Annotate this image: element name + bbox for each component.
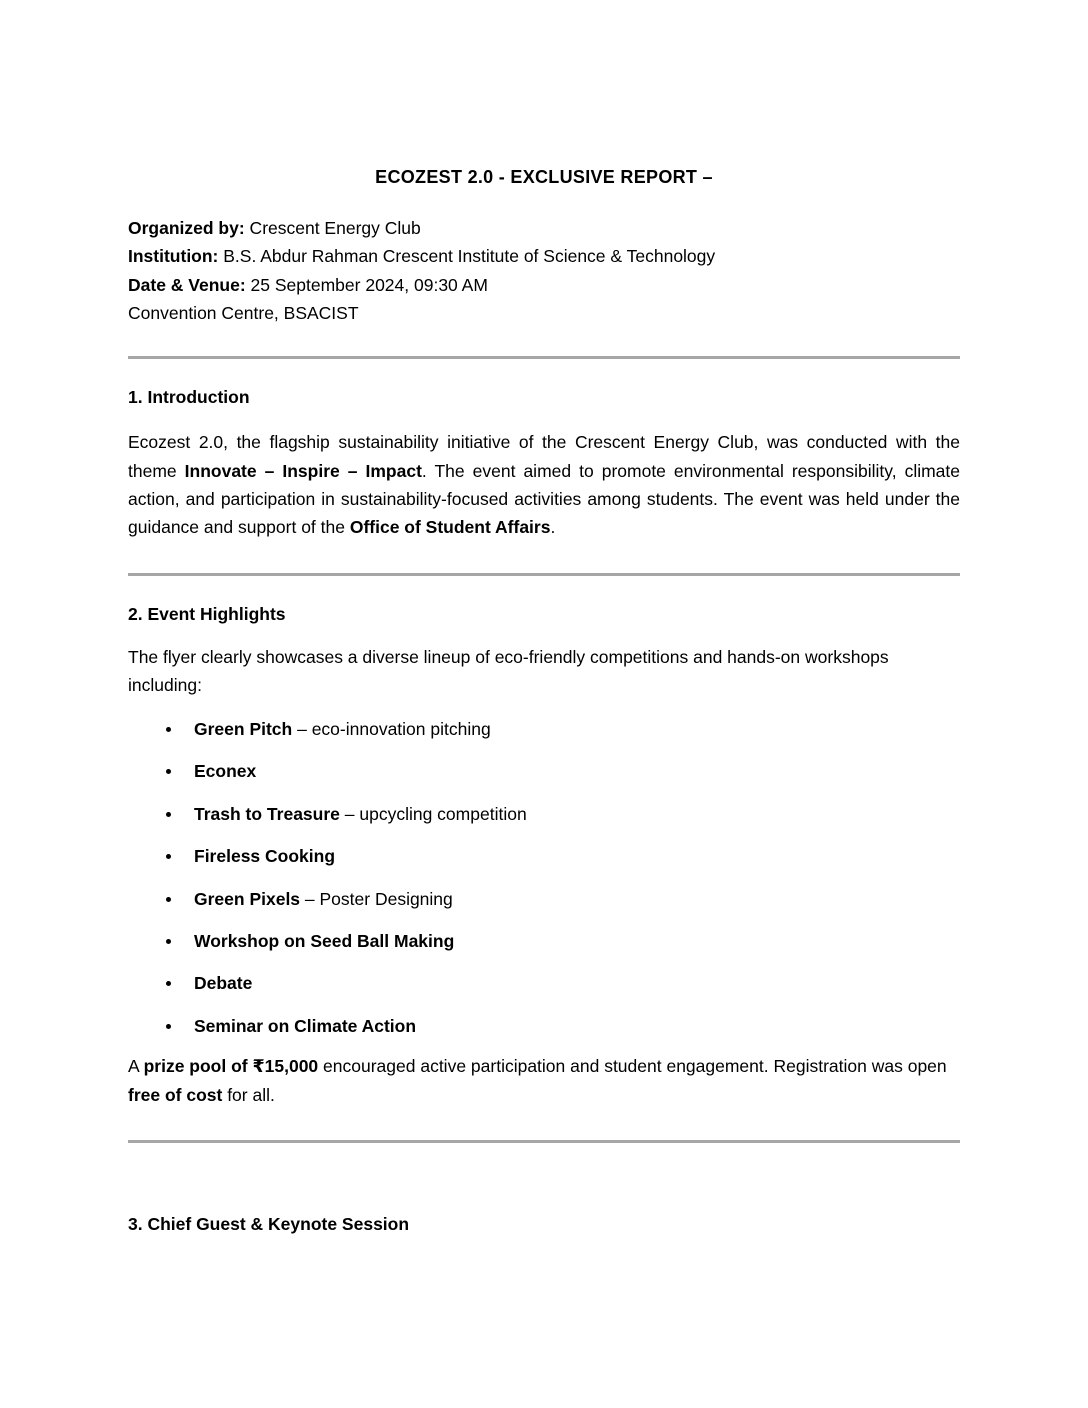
section-divider xyxy=(128,356,960,359)
event-name: Debate xyxy=(194,973,253,994)
paragraph-text: . xyxy=(550,517,556,538)
document-content xyxy=(0,164,1088,1238)
section-divider xyxy=(128,573,960,576)
event-list xyxy=(128,715,960,1041)
meta-value: Crescent Energy Club xyxy=(244,218,421,238)
event-description: – Poster Designing xyxy=(300,888,453,909)
office-text: Office of Student Affairs xyxy=(349,517,551,538)
section-heading-introduction: 1. Introduction xyxy=(128,387,250,408)
meta-value: 25 September 2024, 09:30 AM xyxy=(245,274,488,295)
meta-value: B.S. Abdur Rahman Crescent Institute of Science & Technology xyxy=(218,246,716,267)
event-name: Trash to Treasure xyxy=(194,803,340,824)
list-item xyxy=(128,927,960,955)
paragraph-text: encouraged active participation and student engagement. Registration was open xyxy=(318,1056,947,1077)
meta-organized-by xyxy=(128,214,960,242)
list-item xyxy=(128,969,960,997)
meta-block xyxy=(128,214,960,327)
list-item xyxy=(128,715,960,743)
event-description: – eco-innovation pitching xyxy=(292,718,491,739)
event-name: Fireless Cooking xyxy=(194,846,336,867)
event-name: Econex xyxy=(194,761,257,782)
paragraph-text: Ecozest 2.0, the flagship sustainability initiative of the Crescent Energy Club, was conducted with the theme xyxy=(128,432,960,481)
paragraph-text: A xyxy=(128,1056,144,1077)
theme-text: Innovate – Inspire – Impact xyxy=(184,460,422,481)
paragraph-text: for all. xyxy=(222,1084,275,1105)
event-name: Green Pitch xyxy=(194,718,293,739)
list-item xyxy=(128,1012,960,1040)
event-name: Workshop on Seed Ball Making xyxy=(194,930,455,951)
section-heading-chief-guest: 3. Chief Guest & Keynote Session xyxy=(128,1213,410,1234)
meta-date-venue xyxy=(128,271,960,299)
intro-paragraph xyxy=(128,428,960,541)
meta-venue-line: Convention Centre, BSACIST xyxy=(128,302,359,323)
list-item xyxy=(128,885,960,913)
list-item xyxy=(128,800,960,828)
meta-label: Organized by: xyxy=(128,218,245,238)
section-divider xyxy=(128,1140,960,1143)
prize-paragraph xyxy=(128,1052,960,1109)
event-name: Seminar on Climate Action xyxy=(194,1015,417,1036)
meta-label: Date & Venue: xyxy=(128,274,246,295)
free-of-cost-text: free of cost xyxy=(128,1084,223,1105)
meta-label: Institution: xyxy=(128,246,219,267)
prize-pool-text: prize pool of ₹15,000 xyxy=(143,1056,319,1077)
paragraph-text: . The event aimed to promote environmental responsibility, climate action, and participation in sustainability-focused activities among students. The event was held under the guidance and support of the xyxy=(128,460,961,538)
page-title: ECOZEST 2.0 - EXCLUSIVE REPORT – xyxy=(375,167,713,187)
list-item xyxy=(128,757,960,785)
event-name: Green Pixels xyxy=(194,888,301,909)
list-item xyxy=(128,842,960,870)
meta-institution xyxy=(128,242,960,270)
event-description: – upcycling competition xyxy=(339,803,527,824)
flyer-paragraph: The flyer clearly showcases a diverse lineup of eco-friendly competitions and hands-on workshops including: xyxy=(128,646,889,696)
section-heading-event-highlights: 2. Event Highlights xyxy=(128,603,286,624)
